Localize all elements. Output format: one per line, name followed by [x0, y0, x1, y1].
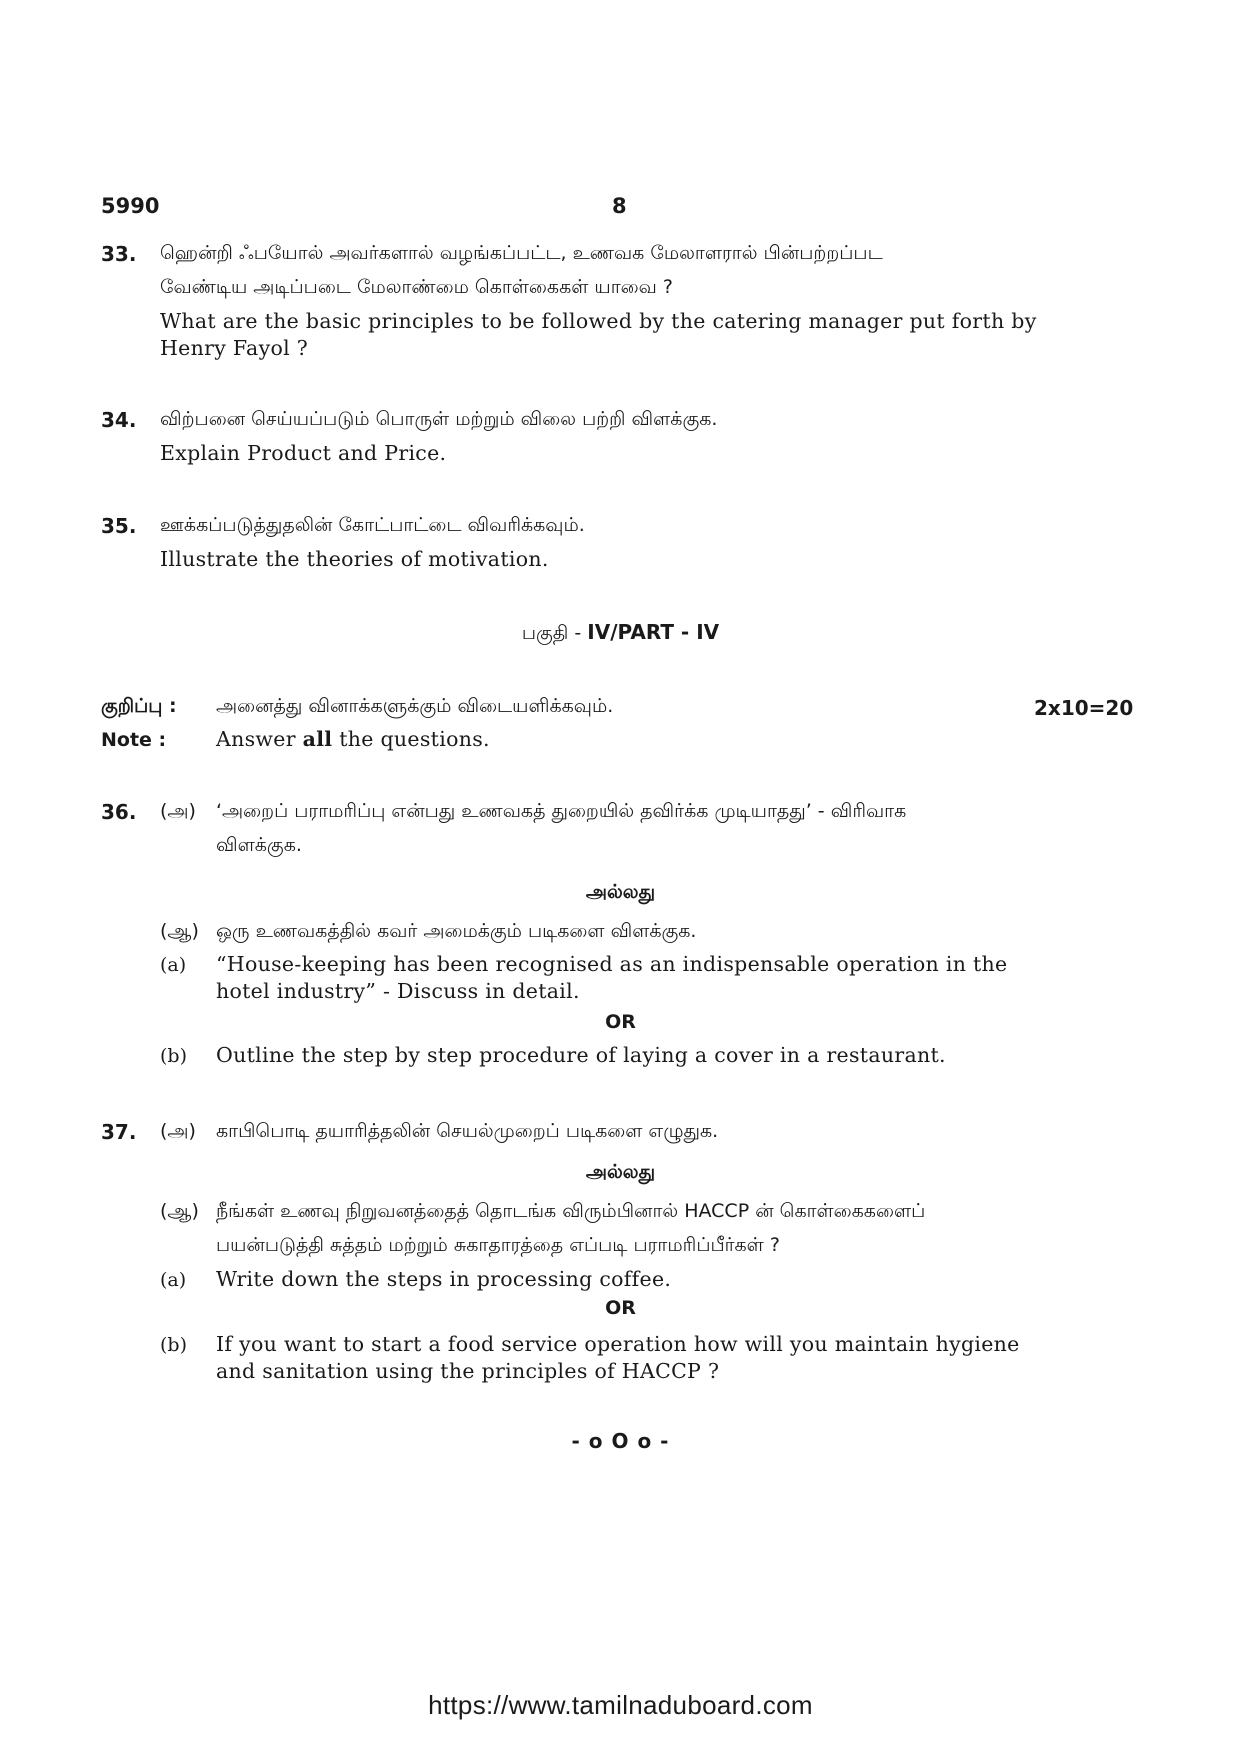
question-english-line: What are the basic principles to be followed by the catering manager put forth by — [160, 309, 1037, 333]
question-number: 33. — [101, 242, 137, 266]
page-number: 8 — [612, 194, 627, 218]
option-tamil-line: காபிபொடி தயாரித்தலின் செயல்முறைப் படிகளை எழுதுக. — [216, 1120, 719, 1142]
note-english — [216, 726, 490, 753]
option-english-line: If you want to start a food service operation how will you maintain hygiene — [216, 1332, 1020, 1356]
question-tamil-line: ஊக்கப்படுத்துதலின் கோட்பாட்டை விவரிக்கவும். — [160, 514, 585, 536]
note-english-text: the questions. — [332, 727, 490, 751]
option-tamil-line: நீங்கள் உணவு நிறுவனத்தைத் தொடங்க விரும்பினால் HACCP ன் கொள்கைகளைப் — [216, 1200, 926, 1222]
option-label: (b) — [160, 1045, 187, 1067]
or-separator: OR — [605, 1297, 636, 1319]
option-english-line: Outline the step by step procedure of laying a cover in a restaurant. — [216, 1043, 946, 1067]
option-english-line: and sanitation using the principles of HACCP ? — [216, 1359, 720, 1383]
paper-code: 5990 — [101, 194, 160, 218]
option-label-tamil: (ஆ) — [160, 920, 199, 942]
part-heading — [0, 617, 1241, 649]
question-english-line: Explain Product and Price. — [160, 441, 447, 465]
question-number: 37. — [101, 1120, 137, 1144]
option-label: (a) — [160, 954, 187, 976]
or-separator-tamil: அல்லது — [585, 881, 656, 903]
note-label-tamil: குறிப்பு : — [101, 695, 177, 717]
end-of-paper-mark: - o O o - — [571, 1429, 670, 1453]
or-separator: OR — [605, 1011, 636, 1033]
question-english-line: Henry Fayol ? — [160, 336, 309, 360]
option-english-line: Write down the steps in processing coffee. — [216, 1267, 672, 1291]
question-number: 36. — [101, 800, 137, 824]
question-number: 35. — [101, 514, 137, 538]
question-tamil-line: விற்பனை செய்யப்படும் பொருள் மற்றும் விலை பற்றி விளக்குக. — [160, 408, 718, 430]
option-tamil-line: விளக்குக. — [216, 834, 302, 856]
option-tamil-line: ‘அறைப் பராமரிப்பு என்பது உணவகத் துறையில் தவிர்க்க முடியாதது’ - விரிவாக — [216, 800, 907, 822]
question-tamil-line: வேண்டிய அடிப்படை மேலாண்மை கொள்கைகள் யாவை ? — [160, 276, 673, 298]
question-number: 34. — [101, 408, 137, 432]
option-label-tamil: (அ) — [160, 1120, 196, 1142]
note-tamil: அனைத்து வினாக்களுக்கும் விடையளிக்கவும். — [216, 695, 614, 717]
note-english-text: Answer — [216, 727, 303, 751]
note-english-emphasis: all — [302, 727, 333, 751]
marks-allocation: 2x10=20 — [1034, 696, 1134, 720]
option-label: (b) — [160, 1334, 187, 1356]
option-tamil-line: பயன்படுத்தி சுத்தம் மற்றும் சுகாதாரத்தை எப்படி பராமரிப்பீர்கள் ? — [216, 1234, 780, 1256]
option-label: (a) — [160, 1269, 187, 1291]
footer-url[interactable]: https://www.tamilnaduboard.com — [428, 1690, 813, 1720]
or-separator-tamil: அல்லது — [585, 1161, 656, 1183]
question-tamil-line: ஹென்றி ஃபயோல் அவர்களால் வழங்கப்பட்ட, உணவக மேலாளரால் பின்பற்றப்பட — [160, 242, 883, 264]
part-heading-english: IV/PART - IV — [587, 620, 720, 644]
option-english-line: hotel industry” - Discuss in detail. — [216, 979, 580, 1003]
option-label-tamil: (அ) — [160, 800, 196, 822]
option-tamil-line: ஒரு உணவகத்தில் கவர் அமைக்கும் படிகளை விளக்குக. — [216, 920, 697, 942]
note-label-english: Note : — [101, 729, 167, 751]
part-heading-tamil: பகுதி - — [521, 622, 588, 644]
option-label-tamil: (ஆ) — [160, 1200, 199, 1222]
option-english-line: “House-keeping has been recognised as an indispensable operation in the — [216, 952, 1008, 976]
question-english-line: Illustrate the theories of motivation. — [160, 547, 549, 571]
